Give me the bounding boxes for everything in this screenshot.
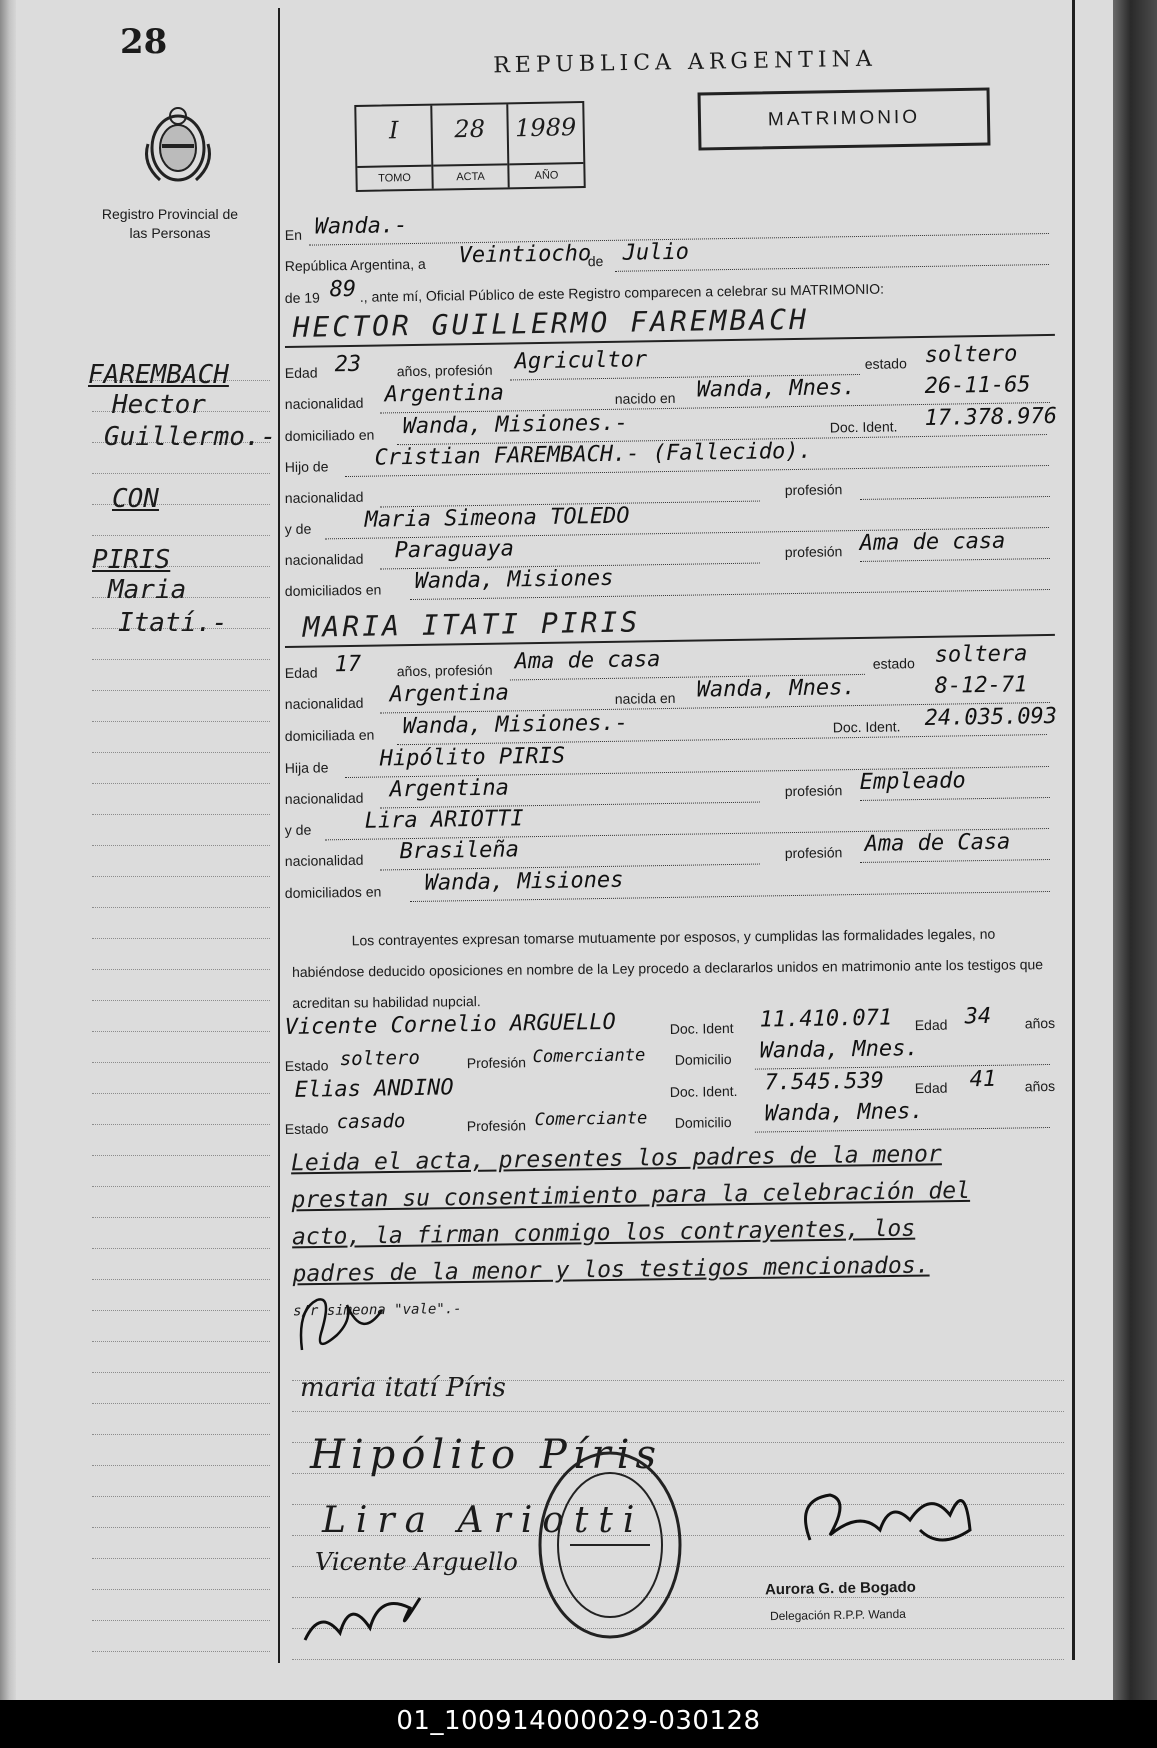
signature-witness1: Vicente Arguello <box>315 1548 518 1576</box>
place-value: Wanda.- <box>314 213 408 240</box>
label-doc-ident: Doc. Ident. <box>669 1082 738 1100</box>
margin-rule-line <box>92 938 270 939</box>
margin-rule-line <box>92 1403 270 1404</box>
label-republica: República Argentina, a <box>284 255 426 275</box>
bride-full-name: MARIA ITATI PIRIS <box>302 605 641 644</box>
label-anios-profesion: años, profesión <box>396 661 493 680</box>
witness2-name: Elias ANDINO <box>294 1075 454 1103</box>
official-signature <box>790 1470 990 1570</box>
bride-birthplace: Wanda, Mnes. <box>696 675 856 703</box>
margin-rule-line <box>92 535 270 536</box>
label-profesion: profesión <box>784 844 843 862</box>
groom-mother-profession: Ama de casa <box>859 528 1006 556</box>
margin-rule-line <box>92 1465 270 1466</box>
label-estado: Estado <box>284 1057 329 1075</box>
margin-rule-line <box>92 1589 270 1590</box>
label-nacionalidad: nacionalidad <box>284 394 364 413</box>
margin-rule-line <box>92 1527 270 1528</box>
margin-groom-name1: Hector <box>112 390 206 420</box>
margin-rule-line <box>92 1093 270 1094</box>
registry-name: Registro Provincial de las Personas <box>101 206 239 241</box>
observation-line: s/r simeona "vale".- <box>292 1301 462 1320</box>
bride-birthdate: 8-12-71 <box>934 672 1028 699</box>
groom-nationality: Argentina <box>384 380 505 408</box>
margin-rule-line <box>92 1031 270 1032</box>
label-domiciliada: domiciliada en <box>284 726 375 745</box>
witness2-domicile: Wanda, Mnes. <box>764 1098 924 1127</box>
bride-father: Hipólito PIRIS <box>379 743 566 772</box>
margin-rule-line <box>92 1248 270 1249</box>
witness1-profession: Comerciante <box>532 1045 646 1068</box>
witness1-name: Vicente Cornelio ARGUELLO <box>284 1009 617 1041</box>
witness1-status: soltero <box>339 1046 420 1071</box>
signature-father: Hipólito Píris <box>310 1432 662 1478</box>
tomo-cell <box>356 106 433 190</box>
margin-bride-name2: Itatí.- <box>118 608 228 638</box>
acta-label: ACTA <box>433 163 507 188</box>
file-caption: 01_100914000029-030128 <box>396 1706 761 1736</box>
groom-doc: 17.378.976 <box>924 403 1058 431</box>
margin-rule-line <box>92 783 270 784</box>
margin-con: CON <box>112 484 159 514</box>
bride-parents-domicile: Wanda, Misiones <box>424 867 624 896</box>
label-y-de: y de <box>284 821 312 839</box>
right-border <box>1072 0 1075 1660</box>
label-domicilio: Domicilio <box>674 1113 732 1131</box>
margin-rule-line <box>92 1620 270 1621</box>
label-nacionalidad: nacionalidad <box>284 789 364 808</box>
margin-rule-line <box>92 1496 270 1497</box>
witness2-profession: Comerciante <box>534 1108 648 1131</box>
label-profesion: profesión <box>784 782 843 800</box>
label-nacionalidad: nacionalidad <box>284 550 364 569</box>
witness1-doc: 11.410.071 <box>759 1005 893 1033</box>
label-nacida-en: nacida en <box>614 689 676 707</box>
record-type-box: MATRIMONIO <box>698 87 991 150</box>
signature-rule-line <box>292 1411 1064 1412</box>
observation-line: Leida el acta, presentes los padres de la menor <box>290 1141 942 1177</box>
official-title: Delegación R.P.P. Wanda <box>769 1606 906 1624</box>
page-edge-shadow <box>1113 0 1157 1700</box>
margin-rule-line <box>92 1651 270 1652</box>
tomo-label: TOMO <box>357 165 431 190</box>
page-number: 28 <box>120 22 168 62</box>
bride-mother: Lira ARIOTTI <box>364 806 524 834</box>
tomo-value: I <box>388 116 399 145</box>
official-stamp-icon <box>535 1448 685 1643</box>
margin-bride-surname: PIRIS <box>92 545 171 575</box>
label-domiciliado: domiciliado en <box>284 426 375 445</box>
margin-rule-line <box>92 659 270 660</box>
official-name: Aurora G. de Bogado <box>764 1578 916 1599</box>
bride-mother-profession: Ama de Casa <box>864 829 1011 857</box>
observation-line: padres de la menor y los testigos mencionados. <box>292 1252 930 1288</box>
margin-rule-line <box>92 1000 270 1001</box>
margin-rule-line <box>92 1310 270 1311</box>
declaration-text: Los contrayentes expresan tomarse mutuamente por esposos, y cumplidas las formalidades legales, no habiéndose deducido oposiciones en nombre de la Ley procedo a declararlos unidos en matrimonio ante los testigos que acreditan su habilidad nupcial. <box>291 925 1044 1012</box>
bride-doc: 24.035.093 <box>924 703 1058 731</box>
book-binding <box>0 0 16 1700</box>
witness1-domicile: Wanda, Mnes. <box>759 1036 919 1064</box>
year-value: 89 <box>329 276 357 303</box>
signature-mother: Lira Ariotti <box>322 1500 645 1541</box>
observations <box>291 1135 1064 1331</box>
record-number-box <box>354 101 585 192</box>
dotted-line <box>755 1127 1050 1133</box>
signature-bride: maria itatí Píris <box>300 1373 506 1403</box>
label-ante-mi: ., ante mí, Oficial Público de este Registro comparecen a celebrar su MATRIMONIO: <box>359 280 885 305</box>
bride-status: soltera <box>934 641 1028 668</box>
witness2-age: 41 <box>969 1066 997 1093</box>
margin-rule-line <box>92 1372 270 1373</box>
bride-mother-nationality: Brasileña <box>399 837 520 865</box>
margin-rule-line <box>92 690 270 691</box>
bride-domicile: Wanda, Misiones.- <box>402 710 629 740</box>
label-hijo-de: Hijo de <box>284 458 329 476</box>
label-estado: estado <box>872 655 915 672</box>
bride-father-nationality: Argentina <box>389 775 510 803</box>
margin-rule-line <box>92 1155 270 1156</box>
groom-father: Cristian FAREMBACH.- (Fallecido). <box>374 438 812 471</box>
label-doc-ident: Doc. Ident. <box>829 418 898 436</box>
witness2-doc: 7.545.539 <box>764 1068 885 1096</box>
label-anios-profesion: años, profesión <box>396 361 493 380</box>
label-y-de: y de <box>284 520 312 538</box>
bride-nationality: Argentina <box>389 680 510 708</box>
label-edad: Edad <box>914 1079 948 1097</box>
groom-birthplace: Wanda, Mnes. <box>696 375 856 403</box>
anio-value: 1989 <box>514 113 577 143</box>
groom-age: 23 <box>334 351 362 378</box>
label-profesion: profesión <box>784 481 843 499</box>
label-de19: de 19 <box>284 289 320 307</box>
witness1-age: 34 <box>964 1003 992 1030</box>
groom-status: soltero <box>924 341 1018 368</box>
margin-rule-line <box>92 876 270 877</box>
label-en: En <box>284 226 303 244</box>
groom-birthdate: 26-11-65 <box>924 372 1031 399</box>
signature-rule-line <box>292 1659 1064 1660</box>
label-domiciliados: domiciliados en <box>284 883 382 902</box>
label-nacionalidad: nacionalidad <box>284 851 364 870</box>
margin-rule-line <box>92 1341 270 1342</box>
label-profesion: Profesión <box>466 1054 527 1072</box>
margin-rule-line <box>92 721 270 722</box>
margin-rule-line <box>92 1558 270 1559</box>
bride-age: 17 <box>334 651 362 678</box>
label-nacionalidad: nacionalidad <box>284 488 364 507</box>
groom-mother: Maria Simeona TOLEDO <box>364 503 630 533</box>
label-estado: estado <box>864 355 907 372</box>
groom-full-name: HECTOR GUILLERMO FAREMBACH <box>292 302 810 344</box>
witness2-status: casado <box>336 1110 406 1134</box>
label-profesion: Profesión <box>466 1117 527 1135</box>
label-nacionalidad: nacionalidad <box>284 694 364 713</box>
anio-cell <box>508 103 583 187</box>
label-domiciliados: domiciliados en <box>284 581 382 600</box>
margin-rule-line <box>92 752 270 753</box>
margin-rule-line <box>92 845 270 846</box>
official-initial-signature <box>292 1290 392 1360</box>
label-de: de <box>587 252 604 270</box>
label-hija-de: Hija de <box>284 759 329 777</box>
margin-divider <box>278 8 280 1663</box>
groom-mother-nationality: Paraguaya <box>394 536 515 564</box>
label-doc-ident: Doc. Ident <box>669 1019 734 1037</box>
margin-rule-line <box>92 1217 270 1218</box>
label-anios: años <box>1024 1014 1056 1032</box>
label-edad: Edad <box>284 364 318 382</box>
margin-groom-name2: Guillermo.- <box>104 422 277 452</box>
month-value: Julio <box>622 239 690 266</box>
margin-bride-name1: Maria <box>108 575 187 605</box>
coat-of-arms-icon <box>140 104 216 188</box>
acta-value: 28 <box>454 114 486 144</box>
label-domicilio: Domicilio <box>674 1050 732 1068</box>
margin-rule-line <box>92 1434 270 1435</box>
groom-domicile: Wanda, Misiones.- <box>402 410 629 440</box>
signature-witness2 <box>300 1578 430 1648</box>
label-doc-ident: Doc. Ident. <box>832 718 901 736</box>
label-anios: años <box>1024 1077 1056 1095</box>
groom-parents-domicile: Wanda, Misiones <box>414 565 614 594</box>
bride-profession: Ama de casa <box>514 647 661 675</box>
margin-rule-line <box>92 969 270 970</box>
day-value: Veintiocho <box>458 241 592 269</box>
margin-rule-line <box>92 1186 270 1187</box>
observation-line: prestan su consentimiento para la celebración del <box>291 1177 971 1214</box>
anio-label: AÑO <box>509 162 583 187</box>
label-profesion: profesión <box>784 543 843 561</box>
groom-profession: Agricultor <box>514 347 648 375</box>
margin-rule-line <box>92 1279 270 1280</box>
label-edad: Edad <box>914 1016 948 1034</box>
observation-line: acto, la firman conmigo los contrayentes, los <box>291 1215 916 1251</box>
document-title: REPUBLICA ARGENTINA <box>492 46 877 79</box>
margin-rule-line <box>92 1124 270 1125</box>
label-edad: Edad <box>284 664 318 682</box>
acta-cell <box>432 104 509 188</box>
margin-rule-line <box>92 473 270 474</box>
bride-father-profession: Empleado <box>859 768 966 795</box>
margin-rule-line <box>92 907 270 908</box>
label-nacido-en: nacido en <box>614 389 676 407</box>
margin-groom-surname: FAREMBACH <box>88 360 229 390</box>
label-estado: Estado <box>284 1120 329 1138</box>
margin-rule-line <box>92 1062 270 1063</box>
margin-rule-line <box>92 814 270 815</box>
